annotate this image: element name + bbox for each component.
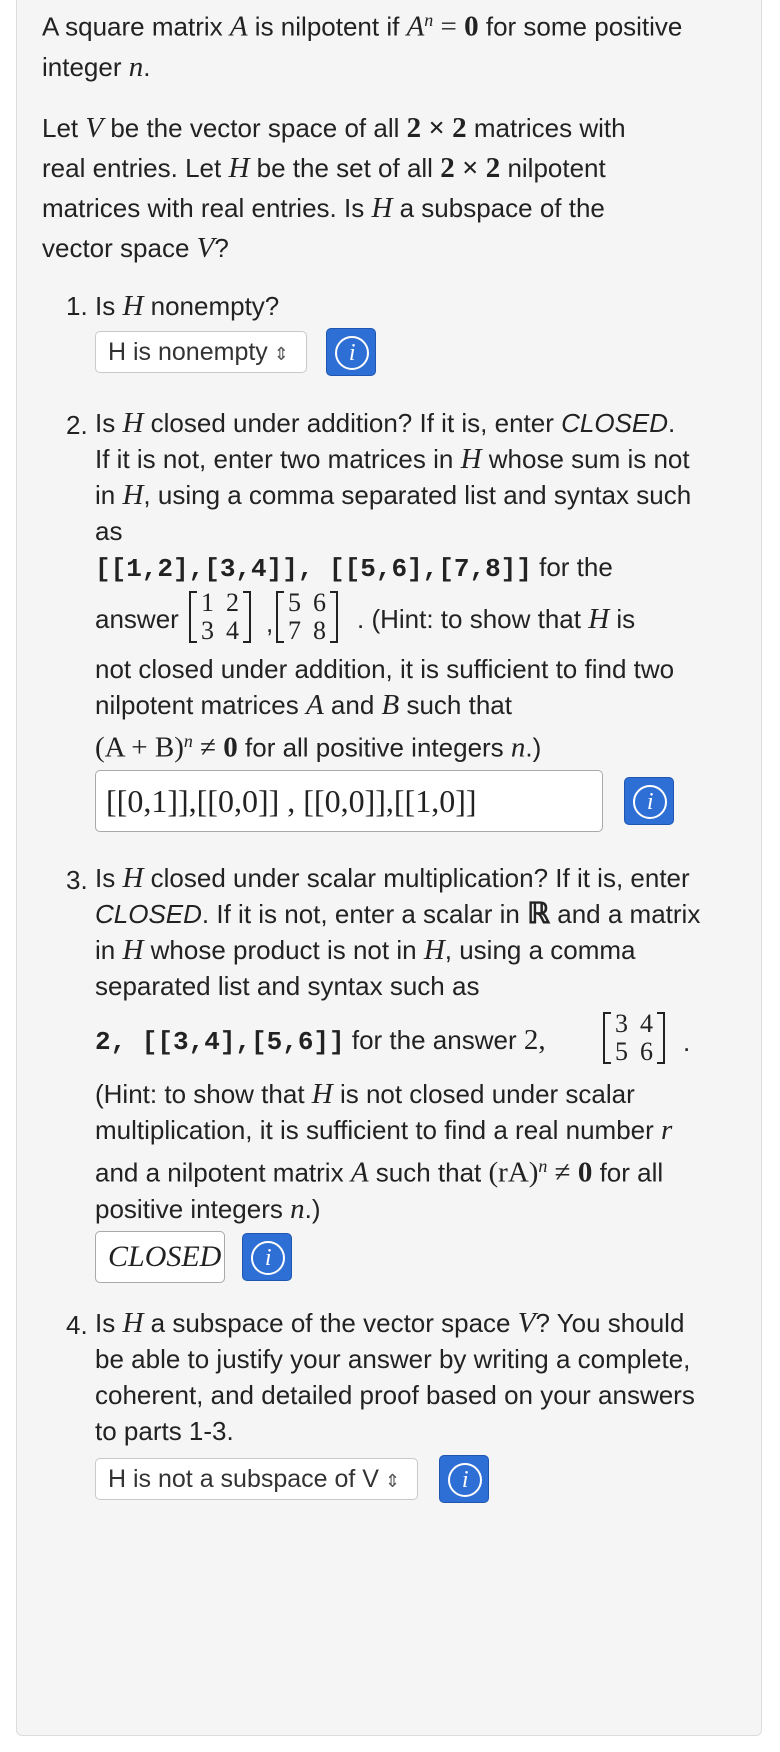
chevron-updown-icon: ⇕ <box>384 1471 401 1491</box>
scalar-answer-input[interactable]: CLOSED <box>95 1231 225 1283</box>
question-number: 4. <box>66 1310 88 1340</box>
question-number: 3. <box>66 865 88 895</box>
info-button[interactable] <box>439 1455 489 1503</box>
hint-text: not closed under addition, it is sufficient to find two nilpotent matrices A and B such that $(A + B)^n \ne 0$ for all positive integers n.) <box>95 654 675 764</box>
intro-question: Let V be the vector space of all 2 × 2 matrices with real entries. Let H be the set of all 2 × 2 nilpotent matrices with real entries. Is H a subspace of the vector space V? <box>42 112 626 264</box>
hint-text: (Hint: to show that H is not closed under scalar multiplication, it is sufficient to find a real number r and a nilpotent matrix A such that (rA)$^n$ ≠ 0 for all positive integers n.) <box>95 1078 673 1225</box>
question-text: Is H a subspace of the vector space V? You should be able to justify your answer by writing a complete, coherent, and detailed proof based on your answers to parts 1-3. <box>95 1307 695 1446</box>
subspace-select[interactable]: H is not a subspace of V ⇕ <box>95 1458 418 1500</box>
info-button[interactable] <box>242 1233 292 1281</box>
info-icon: i <box>633 785 667 819</box>
answer-example: 2, [[3,4],[5,6]] for the answer 2, 3 4 5 6 . <box>95 1009 691 1066</box>
question-text: Is H closed under scalar multiplication? If it is, enter CLOSED. If it is not, enter a scalar in ℝ and a matrix in H whose product is not in H, using a comma separated list and syntax such as <box>95 862 701 1001</box>
example-matrix-1: 1 2 3 4 <box>189 589 251 645</box>
example-matrix-2: 5 6 7 8 <box>276 589 338 645</box>
info-button[interactable] <box>624 777 674 825</box>
info-button[interactable] <box>326 328 376 376</box>
answer-example: answer 1 2 3 4 , 5 6 7 8 . (Hint: to show that H is <box>95 588 636 645</box>
info-icon: i <box>448 1463 482 1497</box>
question-number: 1. <box>66 291 88 321</box>
info-icon: i <box>335 336 369 370</box>
example-matrix: 3 4 5 6 <box>603 1010 665 1066</box>
addition-answer-input[interactable]: [[0,1]],[[0,0]] , [[0,0]],[[1,0]] <box>95 770 603 832</box>
question-text: Is H nonempty? <box>95 290 280 322</box>
info-icon: i <box>251 1241 285 1275</box>
question-text: Is H closed under addition? If it is, enter CLOSED. If it is not, enter two matrices in H whose sum is not in H, using a comma separated list and syntax such as [[1,2],[3,4]], [[5,6],[7,8]] for the <box>95 407 692 584</box>
intro-definition: A square matrix A is nilpotent if $A^n = 0$ for some positive integer n. <box>42 10 683 83</box>
question-number: 2. <box>66 410 88 440</box>
syntax-example: [[1,2],[3,4]], [[5,6],[7,8]] <box>95 554 532 584</box>
chevron-updown-icon: ⇕ <box>273 344 289 364</box>
syntax-example: 2, [[3,4],[5,6]] <box>95 1027 345 1057</box>
nonempty-select[interactable]: H is nonempty ⇕ <box>95 331 307 373</box>
